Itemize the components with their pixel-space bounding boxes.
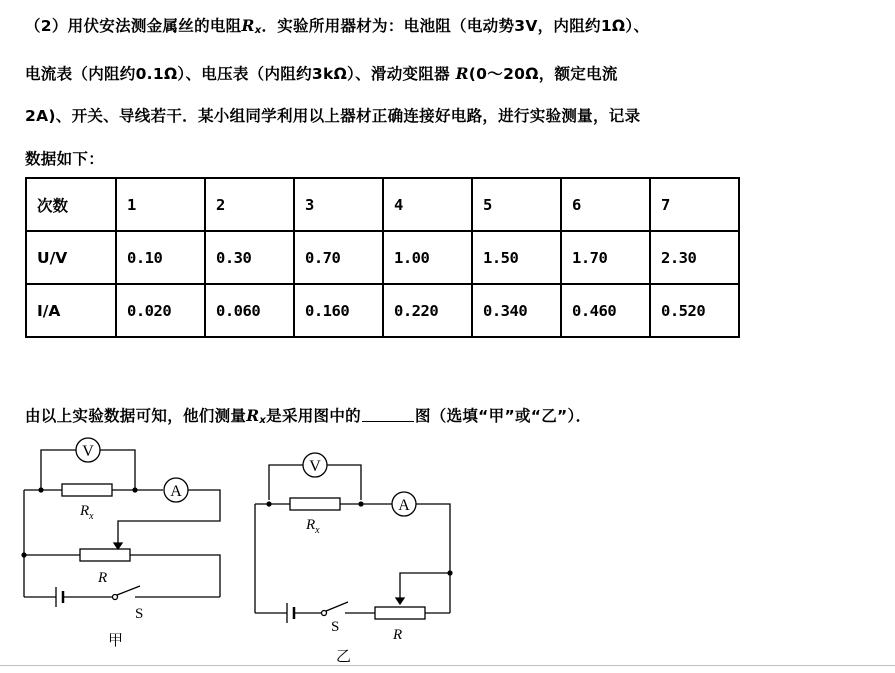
junction-dot	[358, 501, 363, 506]
rx-yi-sub: x	[315, 525, 320, 536]
circuit-diagrams	[0, 430, 480, 670]
table-cell: 2	[205, 178, 294, 231]
voltmeter-yi-label: V	[309, 458, 321, 475]
table-cell: 0.020	[116, 284, 205, 337]
table-cell: 1.50	[472, 231, 561, 284]
table-cell: 0.220	[383, 284, 472, 337]
intro-line-2	[25, 62, 618, 84]
table-cell: 0.520	[650, 284, 739, 337]
table-cell: 5	[472, 178, 561, 231]
rx-jia-sub: x	[89, 511, 94, 522]
intro-line-4: 数据如下：	[25, 150, 105, 168]
circuit-yi	[255, 453, 450, 623]
rx-symbol: R	[241, 16, 255, 35]
junction-dot	[21, 552, 26, 557]
table-row	[26, 284, 739, 337]
table-row	[26, 231, 739, 284]
table-cell: 4	[383, 178, 472, 231]
switch-jia-label: S	[135, 606, 144, 622]
table-row	[26, 178, 739, 231]
junction-dot	[132, 487, 137, 492]
circuit-jia	[24, 438, 220, 607]
question-after-blank: 图（选填“甲”或“乙”）．	[414, 407, 592, 425]
ammeter-jia-label: A	[170, 483, 182, 500]
table-cell: 0.340	[472, 284, 561, 337]
question-line	[25, 404, 591, 426]
intro-line-1-suffix: ．实验所用器材为：电池阻（电动势3V，内阻约1Ω）、	[261, 17, 650, 35]
table-cell: 3	[294, 178, 383, 231]
rheostat-jia-icon	[80, 549, 130, 561]
r-jia-label: R	[98, 570, 108, 586]
table-cell: 2.30	[650, 231, 739, 284]
table-cell: 7	[650, 178, 739, 231]
rx-jia-letter: R	[80, 503, 90, 519]
junction-dot	[266, 501, 271, 506]
switch-jia-contact	[113, 595, 118, 600]
row-label: I/A	[26, 284, 116, 337]
table-cell: 1.00	[383, 231, 472, 284]
caption-jia: 甲	[108, 631, 124, 649]
switch-yi-blade	[326, 602, 348, 611]
rheostat-yi-icon	[375, 607, 425, 619]
intro-line-1-prefix: （2）用伏安法测金属丝的电阻	[25, 17, 242, 35]
table-cell: 0.30	[205, 231, 294, 284]
r-yi-label: R	[393, 627, 403, 643]
question-rx-subscript: x	[259, 415, 267, 426]
intro-line-3: 2A)、开关、导线若干．某小组同学利用以上器材正确连接好电路，进行实验测量，记录	[25, 107, 641, 125]
r-symbol: R	[455, 64, 469, 83]
table-cell: 0.060	[205, 284, 294, 337]
rx-resistor-yi-icon	[290, 498, 340, 510]
question-prefix: 由以上实验数据可知，他们测量	[25, 407, 247, 425]
table-cell: 1	[116, 178, 205, 231]
question-rx-symbol: R	[246, 406, 260, 425]
rx-yi-letter: R	[306, 517, 316, 533]
table-cell: 0.460	[561, 284, 650, 337]
rx-subscript: x	[254, 25, 262, 36]
switch-jia-blade	[117, 586, 140, 595]
row-label: U/V	[26, 231, 116, 284]
table-cell: 1.70	[561, 231, 650, 284]
table-cell: 0.70	[294, 231, 383, 284]
rx-yi-label	[305, 517, 320, 536]
intro-line-2-text: 电流表（内阻约0.1Ω）、电压表（内阻约3kΩ）、滑动变阻器	[25, 65, 450, 83]
data-table	[25, 177, 740, 338]
junction-dot	[38, 487, 43, 492]
intro-line-2-suffix: (0～20Ω，额定电流	[468, 65, 618, 83]
answer-blank[interactable]	[362, 407, 414, 422]
bottom-divider	[0, 665, 895, 666]
rx-jia-label	[79, 503, 94, 522]
table-cell: 0.10	[116, 231, 205, 284]
caption-yi: 乙	[336, 647, 352, 665]
question-suffix: 是采用图中的	[266, 407, 361, 425]
ammeter-yi-label: A	[398, 497, 410, 514]
row-label: 次数	[26, 178, 116, 231]
rx-resistor-jia-icon	[62, 484, 112, 496]
table-cell: 0.160	[294, 284, 383, 337]
intro-line-1	[25, 14, 649, 36]
junction-dot	[447, 570, 452, 575]
table-cell: 6	[561, 178, 650, 231]
switch-yi-contact	[322, 611, 327, 616]
switch-yi-label: S	[331, 619, 340, 635]
voltmeter-jia-label: V	[82, 443, 94, 460]
